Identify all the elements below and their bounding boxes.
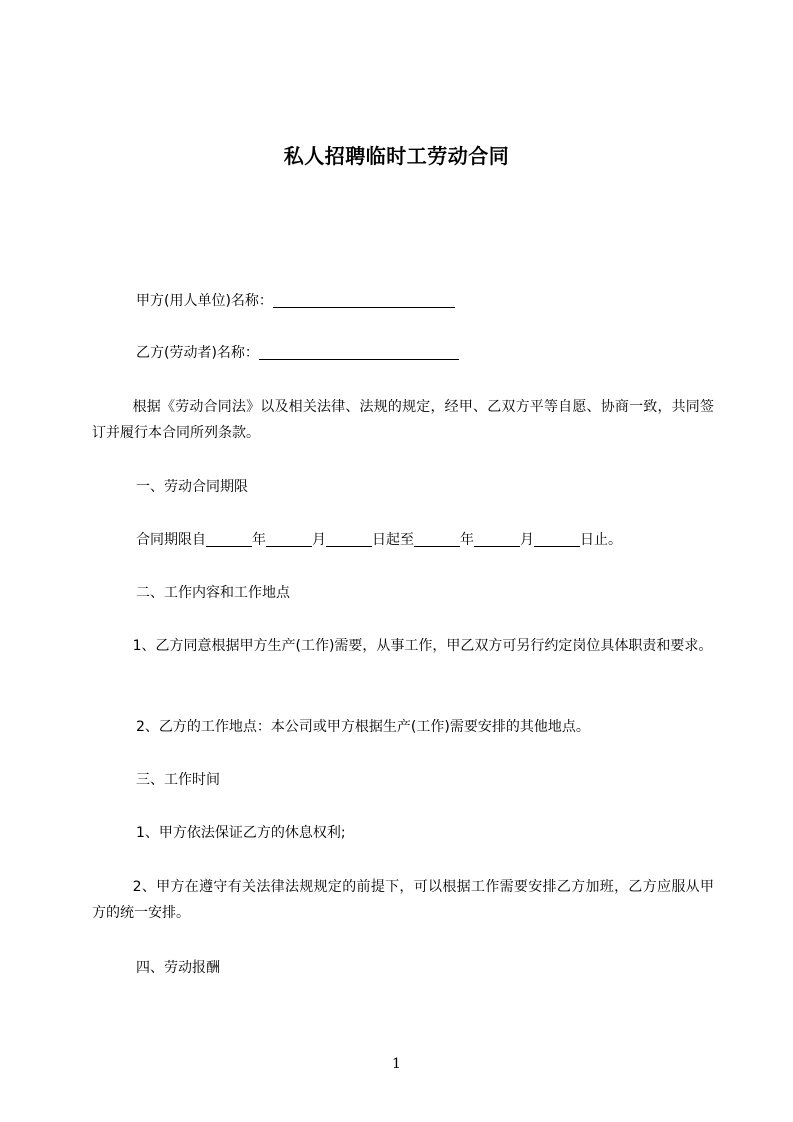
start-day-label: 日起至 — [372, 532, 414, 548]
page-number: 1 — [392, 1056, 401, 1072]
start-year-label: 年 — [252, 532, 266, 548]
party-a-name-blank[interactable] — [273, 291, 455, 308]
section-4-heading: 四、劳动报酬 — [136, 960, 220, 976]
section-2-heading: 二、工作内容和工作地点 — [136, 585, 290, 601]
contract-term-line — [92, 527, 756, 553]
section-3-item-2: 2、甲方在遵守有关法律法规规定的前提下，可以根据工作需要安排乙方加班，乙方应服从甲方的统一安排。 — [92, 879, 714, 921]
section-3-item-1: 1、甲方依法保证乙方的休息权利; — [136, 825, 346, 841]
end-day-blank[interactable] — [534, 530, 580, 547]
end-year-blank[interactable] — [414, 530, 460, 547]
intro-paragraph: 根据《劳动合同法》以及相关法律、法规的规定，经甲、乙双方平等自愿、协商一致，共同签订并履行本合同所列条款。 — [92, 399, 714, 441]
start-year-blank[interactable] — [206, 530, 252, 547]
document-title: 私人招聘临时工劳动合同 — [283, 144, 510, 168]
start-month-label: 月 — [312, 532, 326, 548]
party-a-line — [92, 288, 756, 314]
start-month-blank[interactable] — [266, 530, 312, 547]
end-month-blank[interactable] — [474, 530, 520, 547]
party-b-line — [92, 340, 756, 366]
section-2-item-2: 2、乙方的工作地点：本公司或甲方根据生产(工作)需要安排的其他地点。 — [136, 719, 590, 735]
party-b-label: 乙方(劳动者)名称： — [136, 345, 259, 361]
end-month-label: 月 — [520, 532, 534, 548]
section-2-item-1: 1、乙方同意根据甲方生产(工作)需要，从事工作，甲乙双方可另行约定岗位具体职责和要求。 — [132, 638, 713, 654]
party-a-label: 甲方(用人单位)名称： — [136, 293, 273, 309]
end-day-label: 日止。 — [580, 532, 622, 548]
party-b-name-blank[interactable] — [259, 343, 459, 360]
section-3-heading: 三、工作时间 — [136, 772, 220, 788]
start-day-blank[interactable] — [326, 530, 372, 547]
term-prefix: 合同期限自 — [136, 532, 206, 548]
end-year-label: 年 — [460, 532, 474, 548]
section-1-heading: 一、劳动合同期限 — [136, 479, 248, 495]
